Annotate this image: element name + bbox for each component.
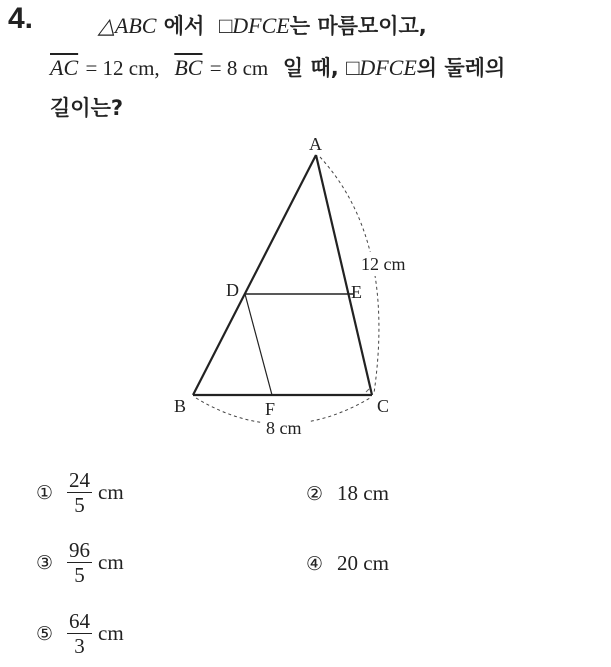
choice-5-fraction [67,609,92,658]
question-line-3: 길이는? [50,96,124,120]
angle-mark [366,389,369,392]
choice-2-unit: cm [363,481,389,505]
text-rhombus: 는 마름모이고, [289,14,427,38]
square-dfce: □DFCE [219,13,290,38]
label-f: F [265,399,276,419]
choice-4-unit: cm [363,551,389,575]
bc-length: = 8 cm [209,56,269,80]
choice-1-numerator: 24 [69,468,91,492]
choice-3-denominator: 5 [74,563,85,587]
choice-2-number: ② [306,482,324,505]
square-dfce-2: □DFCE [346,55,417,80]
choice-4-number: ④ [306,552,324,575]
choice-1-unit: cm [98,480,124,504]
choice-2-value: 18 [337,481,359,505]
choice-5-unit: cm [98,621,124,645]
choice-5-denominator: 3 [74,634,85,658]
choice-3-numerator: 96 [69,538,91,562]
choice-3-fraction [67,538,92,587]
choice-5-number: ⑤ [36,622,54,645]
choice-2[interactable] [306,481,389,506]
segment-df [245,294,272,395]
label-b: B [174,396,187,416]
label-e: E [351,282,362,302]
text-eseo: 에서 [163,14,205,38]
label-c: C [377,396,390,416]
choice-5-numerator: 64 [69,609,91,633]
label-d: D [226,280,239,300]
choice-1-fraction [67,468,92,517]
choice-4-value: 20 [337,551,359,575]
triangle-abc: △ABC [98,13,157,38]
label-length-ac: 12 cm [361,254,406,274]
label-length-bc: 8 cm [266,418,302,438]
text-perimeter: 의 둘레의 [416,56,506,80]
ac-length: = 12 cm, [85,56,160,80]
choice-3-number: ③ [36,551,54,574]
choice-5[interactable] [36,609,124,658]
choice-4[interactable] [306,551,389,576]
choice-1-denominator: 5 [74,493,85,517]
choice-3[interactable] [36,538,124,587]
segment-bc: $\overline{BC}$ [174,55,203,80]
segment-ac: $\overline{AC}$ [50,55,79,80]
text-when: 일 때, [282,56,339,80]
label-a: A [309,134,322,154]
question-number: 4. [8,2,34,35]
side-ab [193,155,316,395]
choice-3-unit: cm [98,550,124,574]
choice-1-number: ① [36,481,54,504]
choice-1[interactable] [36,468,124,517]
